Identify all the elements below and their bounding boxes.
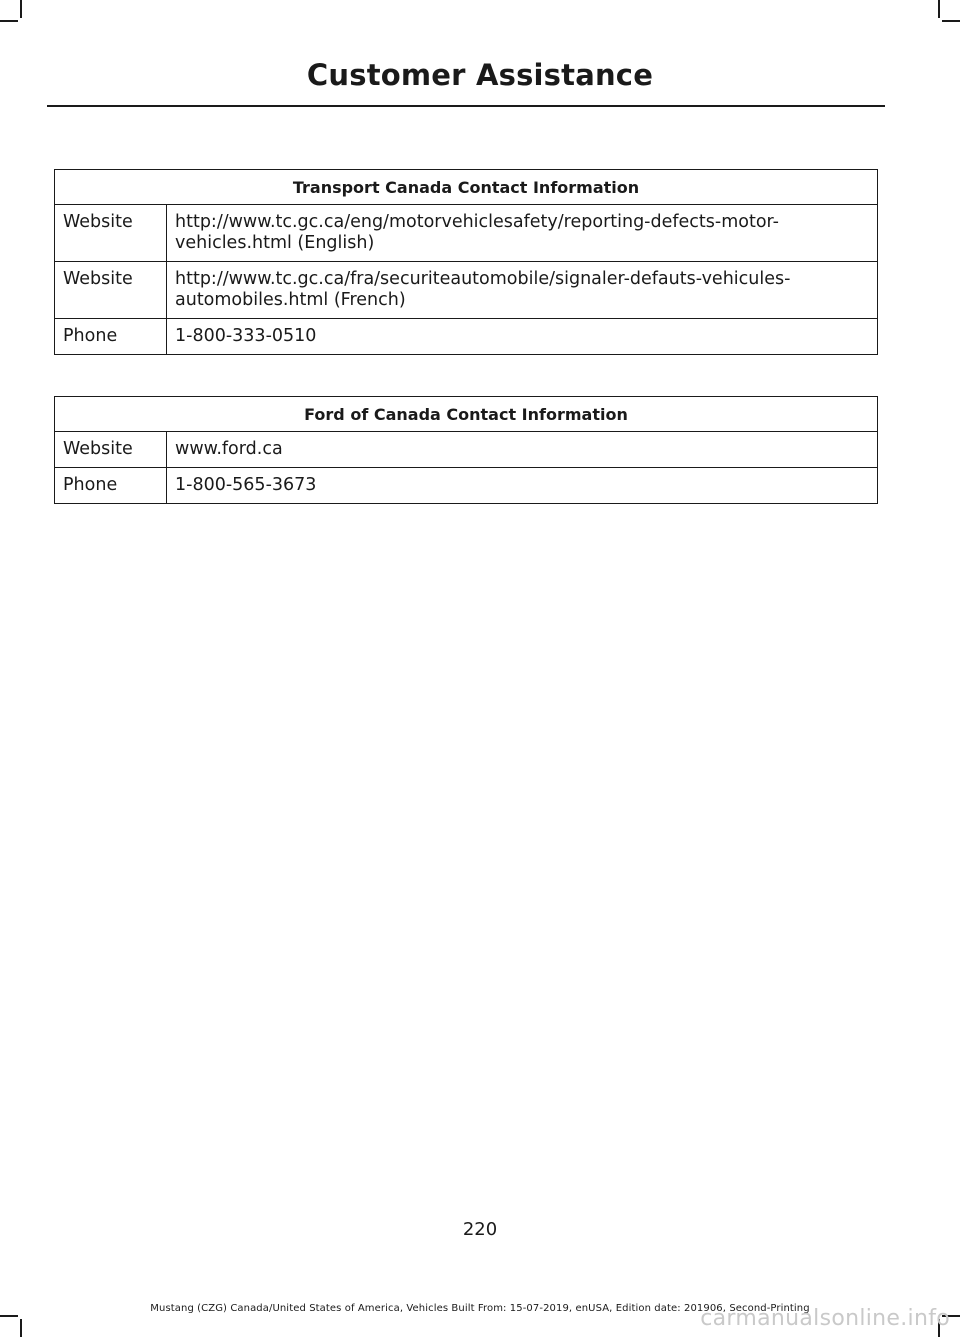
table-heading: Ford of Canada Contact Information bbox=[55, 397, 878, 432]
table-row bbox=[55, 262, 878, 319]
row-value-link[interactable]: http://www.tc.gc.ca/eng/motorvehiclesafety/reporting-defects-motor-vehicles.html (English) bbox=[167, 205, 878, 262]
crop-mark-top-right bbox=[938, 0, 940, 18]
transport-canada-contact-table bbox=[54, 169, 878, 355]
table-row bbox=[55, 468, 878, 504]
row-value-phone: 1-800-565-3673 bbox=[167, 468, 878, 504]
row-label: Website bbox=[55, 432, 167, 468]
table-row bbox=[55, 432, 878, 468]
watermark: carmanualsonline.info bbox=[700, 1306, 950, 1331]
crop-mark-bottom-left bbox=[0, 1315, 18, 1317]
row-value-link[interactable]: www.ford.ca bbox=[167, 432, 878, 468]
row-label: Website bbox=[55, 205, 167, 262]
row-label: Website bbox=[55, 262, 167, 319]
row-label: Phone bbox=[55, 319, 167, 355]
row-value-link[interactable]: http://www.tc.gc.ca/fra/securiteautomobile/signaler-defauts-vehicules-automobiles.html (French) bbox=[167, 262, 878, 319]
table-row bbox=[55, 205, 878, 262]
title-divider bbox=[47, 105, 885, 107]
ford-canada-contact-table bbox=[54, 396, 878, 504]
table-heading: Transport Canada Contact Information bbox=[55, 170, 878, 205]
crop-mark-top-left bbox=[0, 20, 18, 22]
row-label: Phone bbox=[55, 468, 167, 504]
page-number: 220 bbox=[462, 1219, 498, 1240]
crop-mark-top-right bbox=[942, 20, 960, 22]
edition-footer: Mustang (CZG) Canada/United States of America, Vehicles Built From: 15-07-2019, enUSA, Edition date: 201906, Second-Printing bbox=[150, 1303, 810, 1314]
crop-mark-bottom-left bbox=[20, 1319, 22, 1337]
page-title: Customer Assistance bbox=[306, 58, 654, 92]
row-value-phone: 1-800-333-0510 bbox=[167, 319, 878, 355]
table-heading-row bbox=[55, 397, 878, 432]
crop-mark-top-left bbox=[20, 0, 22, 18]
table-heading-row bbox=[55, 170, 878, 205]
table-row bbox=[55, 319, 878, 355]
